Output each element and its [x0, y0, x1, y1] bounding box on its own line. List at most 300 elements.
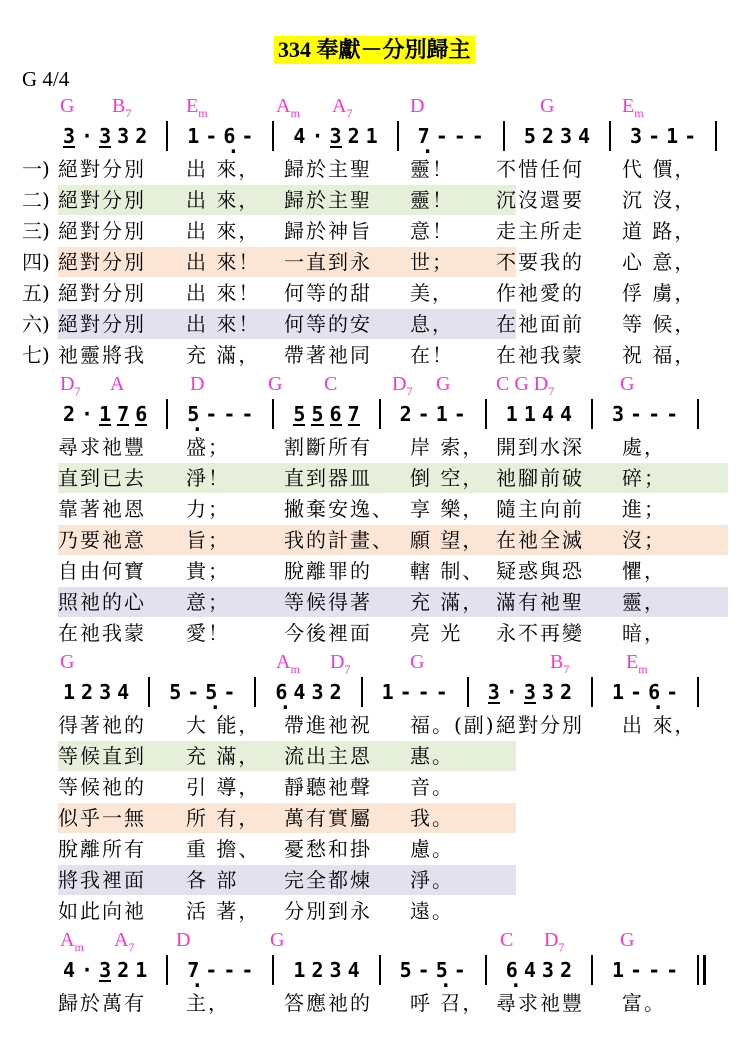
lyric-segment: 愛！ — [186, 621, 230, 645]
lyric-segment: 亮 光 — [410, 621, 463, 645]
lyric-segment: 出 來， — [186, 157, 261, 181]
song-title: 334 奉獻－分別歸主 — [274, 36, 475, 64]
notation-row — [60, 676, 707, 708]
lyric-segment: 倒 空， — [410, 466, 485, 490]
lyric-segment: 不要我的 — [496, 250, 584, 274]
verse-label: 六) — [22, 312, 50, 336]
note: - — [223, 680, 236, 704]
barline — [503, 121, 505, 151]
note: · — [311, 124, 324, 148]
note: - — [205, 958, 218, 982]
lyric-segment: 力； — [186, 497, 230, 521]
note: - — [417, 680, 430, 704]
lyric-segment: 淨。 — [410, 868, 454, 892]
lyric-segment: 開到水深 — [496, 435, 584, 459]
lyric-line — [0, 463, 745, 494]
note: - — [223, 402, 236, 426]
note: - — [453, 402, 466, 426]
note: - — [223, 958, 236, 982]
lyric-segment: 脫離罪的 — [284, 559, 372, 583]
lyric-line — [0, 587, 745, 618]
note: 1 — [505, 402, 518, 426]
note: · — [81, 124, 94, 148]
measure — [282, 401, 370, 427]
lyric-segment: 作祂愛的 — [496, 281, 584, 305]
note: - — [435, 124, 448, 148]
note: - — [241, 402, 254, 426]
chord-symbol: G — [540, 95, 555, 117]
measure — [389, 957, 477, 983]
lyric-segment: 祂腳前破 — [496, 466, 584, 490]
measure — [407, 123, 495, 149]
chord-symbol: D — [190, 373, 205, 395]
note: - — [630, 958, 643, 982]
lyric-segment: 直到已去 — [58, 466, 146, 490]
measure — [60, 123, 158, 149]
lyric-segment: 在祂我蒙 — [496, 343, 584, 367]
lyric-segment: 今後裡面 — [284, 621, 372, 645]
lyric-segment: 願 望， — [410, 528, 485, 552]
lyric-segment: 各 部 — [186, 868, 239, 892]
note: - — [630, 680, 643, 704]
note: 3 — [63, 124, 76, 148]
lyric-segment: 沉沒還要 — [496, 188, 584, 212]
lyric-segment: 如此向祂 — [58, 899, 146, 923]
measure — [60, 957, 158, 983]
lyric-line — [0, 618, 745, 649]
lyric-segment: 歸於萬有 — [58, 991, 146, 1015]
chord-symbol: $D_7$ — [544, 929, 565, 954]
note: 3 — [541, 680, 554, 704]
lyric-segment: 主， — [186, 991, 230, 1015]
barline — [485, 399, 487, 429]
measure — [601, 679, 689, 705]
measure — [282, 957, 370, 983]
verse-label: 四) — [22, 250, 50, 274]
lyric-segment: 沉 沒， — [622, 188, 697, 212]
note: 2 — [63, 402, 76, 426]
measure — [619, 123, 707, 149]
lyric-segment: 流出主恩 — [284, 744, 372, 768]
lyric-segment: 滿有祂聖 — [496, 590, 584, 614]
lyric-line — [0, 896, 745, 927]
note: 1 — [666, 124, 679, 148]
chord-row — [0, 650, 745, 674]
barline — [609, 121, 611, 151]
lyric-segment: 出 來， — [622, 713, 697, 737]
note: - — [205, 402, 218, 426]
note: - — [471, 124, 484, 148]
chord-symbol: G — [620, 373, 635, 395]
verse-label: 五) — [22, 281, 50, 305]
lyric-segment: 慮。 — [410, 837, 454, 861]
barline — [697, 677, 699, 707]
note: 3 — [117, 124, 130, 148]
note: 1 — [187, 124, 200, 148]
note: 2 — [541, 124, 554, 148]
note: . 6 — [223, 123, 235, 149]
lyric-segment: 脫離所有 — [58, 837, 146, 861]
note: 4 — [293, 680, 306, 704]
lyric-segment: 歸於主聖 — [284, 188, 372, 212]
note: 1 — [135, 958, 148, 982]
lyric-segment: 充 滿， — [410, 590, 485, 614]
chord-symbol: $A_7$ — [332, 95, 353, 120]
note: - — [648, 958, 661, 982]
verse-label: 七) — [22, 343, 50, 367]
lyric-line — [0, 710, 745, 741]
note: 3 — [99, 958, 112, 982]
note: 3 — [311, 680, 324, 704]
lyric-segment: 答應祂的 — [284, 991, 372, 1015]
note: 3 — [541, 958, 554, 982]
lyric-segment: 絕對分別 — [58, 188, 146, 212]
note: - — [205, 124, 218, 148]
measure — [176, 957, 264, 983]
lyric-segment: 照祂的心 — [58, 590, 146, 614]
lyric-line — [0, 494, 745, 525]
note: 4 — [293, 124, 306, 148]
note: 4 — [117, 680, 130, 704]
barline — [166, 399, 168, 429]
chord-symbol: C — [324, 373, 338, 395]
lyric-segment: 意！ — [410, 219, 454, 243]
note: 6 — [135, 402, 148, 426]
note: 2 — [81, 680, 94, 704]
lyric-segment: 出 來！ — [186, 281, 261, 305]
barline — [148, 677, 150, 707]
chord-symbol: G — [60, 95, 75, 117]
measure — [60, 679, 140, 705]
note: 5 — [523, 124, 536, 148]
chord-symbol: $D_7$ — [330, 651, 351, 676]
note: 1 — [611, 958, 625, 982]
barline — [254, 677, 256, 707]
verse-label: 一) — [22, 157, 50, 181]
note: - — [417, 402, 430, 426]
note: 3 — [630, 124, 643, 148]
lyric-segment: 永不再變 — [496, 621, 584, 645]
measure — [158, 679, 246, 705]
lyric-segment: 歸於神旨 — [284, 219, 372, 243]
lyric-segment: 靈！ — [410, 157, 454, 181]
lyric-segment: 不惜任何 — [496, 157, 584, 181]
note: - — [399, 680, 412, 704]
note: - — [666, 958, 679, 982]
measure — [264, 679, 352, 705]
lyric-segment: 惠。 — [410, 744, 454, 768]
chord-symbol: $D_7$ — [392, 373, 413, 398]
note: - — [187, 680, 200, 704]
lyric-segment: 盛； — [186, 435, 230, 459]
barline — [166, 955, 168, 985]
key-time-signature: G 4/4 — [22, 67, 70, 91]
note: 3 — [487, 680, 500, 704]
lyric-segment: 等候得著 — [284, 590, 372, 614]
note: · — [81, 958, 94, 982]
lyric-segment: 遠。 — [410, 899, 454, 923]
lyric-segment: 出 來！ — [186, 250, 261, 274]
note: - — [435, 680, 448, 704]
measure — [495, 957, 583, 983]
lyric-segment: 心 意， — [622, 250, 697, 274]
barline — [379, 399, 381, 429]
lyric-line — [0, 741, 745, 772]
barline — [166, 121, 168, 151]
measure — [371, 679, 459, 705]
lyric-segment: 出 來！ — [186, 312, 261, 336]
lyric-segment: 祝 福， — [622, 343, 697, 367]
lyric-segment: 碎； — [622, 466, 666, 490]
lyric-segment: 萬有實屬 — [284, 806, 372, 830]
note: 2 — [559, 680, 572, 704]
lyric-segment: 疑惑與恐 — [496, 559, 584, 583]
measure — [601, 401, 689, 427]
lyric-line — [0, 803, 745, 834]
notation-row — [60, 398, 707, 430]
lyric-segment: 直到器皿 — [284, 466, 372, 490]
lyric-segment: 憂愁和掛 — [284, 837, 372, 861]
note: 3 — [523, 680, 536, 704]
lyric-segment: 在祂我蒙 — [58, 621, 146, 645]
lyric-segment: 絕對分別 — [496, 713, 584, 737]
measure — [282, 123, 388, 149]
lyric-line — [0, 865, 745, 896]
lyric-segment: 美， — [410, 281, 454, 305]
lyric-segment: 享 樂， — [410, 497, 485, 521]
note: 5 — [399, 958, 412, 982]
note: 1 — [523, 402, 536, 426]
chord-symbol: C G $D_7$ — [496, 373, 555, 398]
lyric-segment: 分別到永 — [284, 899, 372, 923]
lyric-segment: 處， — [622, 435, 666, 459]
lyric-segment: 帶進祂祝 — [284, 713, 372, 737]
note: - — [241, 124, 254, 148]
lyric-segment: 隨主向前 — [496, 497, 584, 521]
chord-symbol: $A_7$ — [114, 929, 135, 954]
chord-symbol: $A_m$ — [276, 95, 300, 120]
lyric-line — [0, 432, 745, 463]
barline — [591, 399, 593, 429]
note: 4 — [63, 958, 76, 982]
measure — [477, 679, 583, 705]
lyric-segment: 息， — [410, 312, 454, 336]
note: 2 — [347, 124, 360, 148]
note: 4 — [559, 402, 572, 426]
note: - — [684, 124, 697, 148]
chord-symbol: G — [270, 929, 285, 951]
chord-symbol: C — [500, 929, 514, 951]
note: 2 — [399, 402, 412, 426]
lyric-segment: 懼， — [622, 559, 666, 583]
lyric-segment: 絕對分別 — [58, 219, 146, 243]
lyric-segment: 淨！ — [186, 466, 230, 490]
lyric-segment: 尋求祂豐 — [496, 991, 584, 1015]
measure — [389, 401, 477, 427]
lyric-segment: 走主所走 — [496, 219, 584, 243]
lyric-segment: 絕對分別 — [58, 281, 146, 305]
note: - — [648, 402, 661, 426]
lyric-segment: 進； — [622, 497, 666, 521]
lyric-segment: 靜聽祂聲 — [284, 775, 372, 799]
lyric-segment: 我。 — [410, 806, 454, 830]
lyric-segment: 意； — [186, 590, 230, 614]
lyric-segment: 所 有， — [186, 806, 261, 830]
note: . 6 — [506, 957, 518, 983]
lyric-segment: 何等的安 — [284, 312, 372, 336]
note: . 7 — [187, 957, 199, 983]
note: 7 — [117, 402, 130, 426]
lyric-segment: 岸 索， — [410, 435, 485, 459]
chord-symbol: G — [620, 929, 635, 951]
note: - — [241, 958, 254, 982]
chord-symbol: A — [110, 373, 125, 395]
note: 5 — [293, 402, 306, 426]
note: 3 — [559, 124, 572, 148]
lyric-segment: 在祂面前 — [496, 312, 584, 336]
lyric-segment: 絕對分別 — [58, 250, 146, 274]
note: 1 — [99, 402, 112, 426]
lyric-segment: 尋求祂豐 — [58, 435, 146, 459]
note: . 5 — [205, 679, 217, 705]
chord-symbol: $E_m$ — [622, 95, 644, 120]
note: 3 — [329, 958, 342, 982]
note: . 6 — [648, 679, 660, 705]
lyric-line — [0, 247, 745, 278]
note: 3 — [99, 124, 112, 148]
chord-symbol: $A_m$ — [276, 651, 300, 676]
barline — [272, 955, 274, 985]
chord-row — [0, 372, 745, 396]
lyric-segment: 旨； — [186, 528, 230, 552]
barline — [361, 677, 363, 707]
lyric-segment: 將我裡面 — [58, 868, 146, 892]
lyric-segment: 代 價， — [622, 157, 697, 181]
note: 5 — [169, 680, 182, 704]
lyric-segment: 祂靈將我 — [58, 343, 146, 367]
chord-row — [0, 94, 745, 118]
note: 2 — [311, 958, 324, 982]
lyric-segment: 俘 虜， — [622, 281, 697, 305]
lyric-segment: 何等的甜 — [284, 281, 372, 305]
note: 7 — [347, 402, 360, 426]
note: . 5 — [436, 957, 448, 983]
chord-symbol: $E_m$ — [626, 651, 648, 676]
note: 3 — [99, 680, 112, 704]
lyric-segment: 道 路， — [622, 219, 697, 243]
lyric-segment: 等候祂的 — [58, 775, 146, 799]
lyric-segment: 在！ — [410, 343, 454, 367]
note: 2 — [559, 958, 572, 982]
measure — [60, 401, 158, 427]
note: 5 — [311, 402, 324, 426]
chord-symbol: $B_7$ — [550, 651, 570, 676]
lyric-segment: 呼 召， — [410, 991, 485, 1015]
lyric-segment: 暗， — [622, 621, 666, 645]
lyric-segment: 撇棄安逸、 — [284, 497, 394, 521]
lyric-segment: 出 來， — [186, 219, 261, 243]
chord-symbol: G — [268, 373, 283, 395]
note: 1 — [293, 958, 306, 982]
chord-symbol: $A_m$ — [60, 929, 84, 954]
lyric-line — [0, 772, 745, 803]
lyric-segment: 大 能， — [186, 713, 261, 737]
lyric-line — [0, 988, 745, 1019]
note: - — [417, 958, 430, 982]
chord-symbol: $B_7$ — [112, 95, 132, 120]
note: 1 — [63, 680, 76, 704]
barline — [591, 955, 593, 985]
lyric-segment: 歸於主聖 — [284, 157, 372, 181]
verse-label: 三) — [22, 219, 50, 243]
barline — [715, 121, 717, 151]
note: . 7 — [418, 123, 430, 149]
barline — [379, 955, 381, 985]
measure — [176, 123, 264, 149]
note: 4 — [347, 958, 360, 982]
lyric-segment: 靠著祂恩 — [58, 497, 146, 521]
note: - — [630, 402, 643, 426]
lyric-line — [0, 556, 745, 587]
verse-label: 二) — [22, 188, 50, 212]
lyric-segment: 世； — [410, 250, 454, 274]
chord-symbol: D — [176, 929, 191, 951]
barline — [697, 955, 699, 985]
lyric-line — [0, 185, 745, 216]
note: 2 — [135, 124, 148, 148]
lyric-line — [0, 309, 745, 340]
note: 4 — [523, 958, 536, 982]
lyric-segment: 靈！ — [410, 188, 454, 212]
lyric-segment: 得著祂的 — [58, 713, 146, 737]
lyric-line — [0, 340, 745, 371]
note: 2 — [117, 958, 130, 982]
lyric-segment: 似乎一無 — [58, 806, 146, 830]
note: 1 — [365, 124, 378, 148]
lyric-segment: 等候直到 — [58, 744, 146, 768]
barline — [467, 677, 469, 707]
lyric-segment: 福。(副) — [410, 713, 496, 737]
barline — [272, 121, 274, 151]
lyric-segment: 在祂全滅 — [496, 528, 584, 552]
lyric-line — [0, 278, 745, 309]
measure — [495, 401, 583, 427]
note: · — [81, 402, 94, 426]
lyric-segment: 貴； — [186, 559, 230, 583]
note: 3 — [611, 402, 625, 426]
lyric-segment: 轄 制、 — [410, 559, 485, 583]
note: 3 — [329, 124, 342, 148]
lyric-segment: 乃要祂意 — [58, 528, 146, 552]
barline — [485, 955, 487, 985]
note: . 6 — [275, 679, 287, 705]
chord-symbol: G — [60, 651, 75, 673]
lyric-segment: 等 候， — [622, 312, 697, 336]
barline — [272, 399, 274, 429]
lyric-segment: 靈， — [622, 590, 666, 614]
lyric-segment: 絕對分別 — [58, 157, 146, 181]
lyric-segment: 絕對分別 — [58, 312, 146, 336]
note: 2 — [329, 680, 342, 704]
lyric-segment: 重 擔、 — [186, 837, 261, 861]
chord-symbol: $E_m$ — [186, 95, 208, 120]
note: 4 — [541, 402, 554, 426]
lyric-segment: 完全都煉 — [284, 868, 372, 892]
barline — [397, 121, 399, 151]
measure — [176, 401, 264, 427]
lyric-segment: 富。 — [622, 991, 666, 1015]
note: 6 — [329, 402, 342, 426]
